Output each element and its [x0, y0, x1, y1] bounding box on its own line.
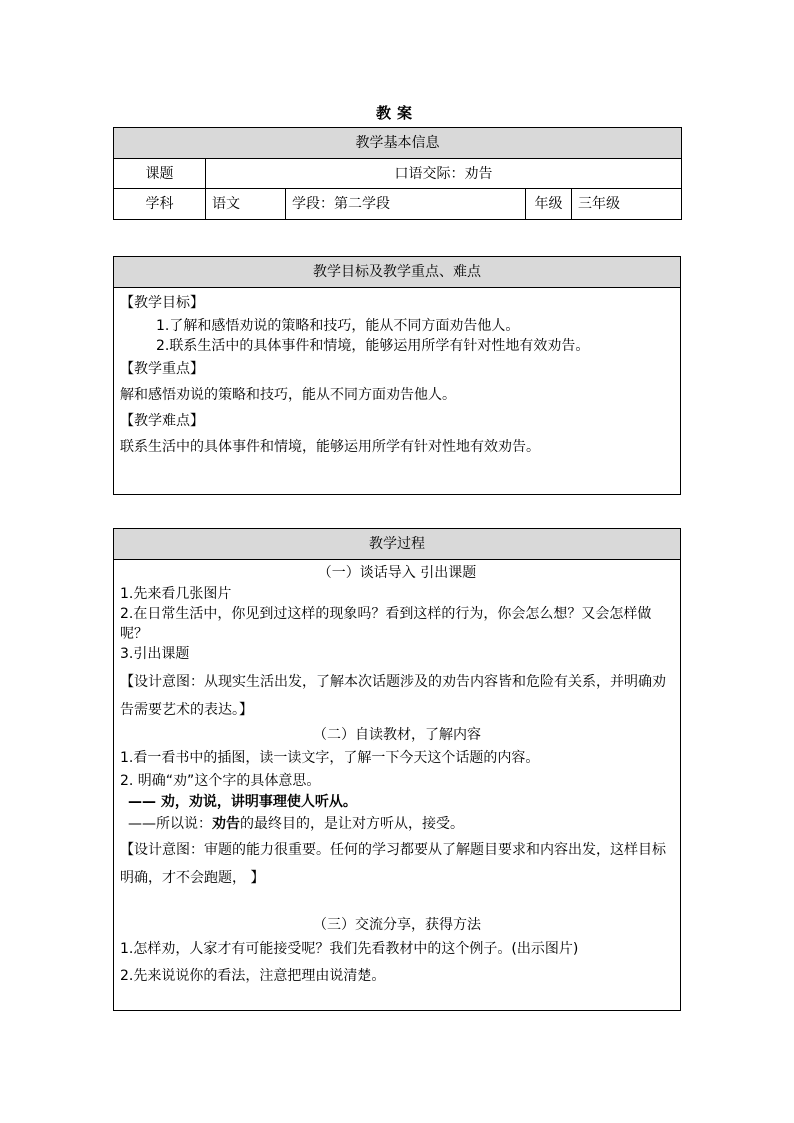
s1-item: 2.在日常生活中，你见到过这样的现象吗？看到这样的行为，你会怎么想？又会怎样做呢？ [120, 606, 652, 642]
objectives-label: 【教学目标】 [120, 295, 204, 311]
grade-value: 三年级 [572, 189, 682, 220]
process-table [113, 528, 681, 1011]
subject-value: 语文 [206, 189, 286, 220]
subject-label: 学科 [114, 189, 206, 220]
s2-conclusion-bold: 劝告 [212, 816, 240, 832]
objective-item: 2.联系生活中的具体事件和情境，能够运用所学有针对性地有效劝告。 [156, 338, 590, 354]
section-2-title: （二）自读教材，了解内容 [313, 727, 481, 743]
s2-conclusion-pre: ——所以说： [128, 816, 212, 832]
s1-item: 3.引出课题 [120, 646, 190, 662]
stage-value: 学段：第二学段 [286, 189, 526, 220]
topic-label: 课题 [114, 159, 206, 189]
basic-info-header: 教学基本信息 [114, 128, 682, 159]
goals-header: 教学目标及教学重点、难点 [114, 257, 681, 288]
section-3-title: （三）交流分享，获得方法 [313, 917, 481, 933]
s1-design-intent: 【设计意图：从现实生活出发，了解本次话题涉及的劝告内容皆和危险有关系，并明确劝告需要艺术的表达。】 [120, 674, 666, 718]
key-label: 【教学重点】 [120, 361, 204, 377]
difficult-label: 【教学难点】 [120, 413, 204, 429]
s2-conclusion-post: 的最终目的，是让对方听从，接受。 [240, 816, 464, 832]
difficult-text: 联系生活中的具体事件和情境，能够运用所学有针对性地有效劝告。 [120, 439, 540, 455]
key-text: 解和感悟劝说的策略和技巧，能从不同方面劝告他人。 [120, 387, 456, 403]
basic-info-table [113, 127, 682, 220]
s1-item: 1.先来看几张图片 [120, 586, 232, 602]
process-header: 教学过程 [114, 529, 681, 560]
s2-conclusion [120, 812, 674, 836]
topic-value: 口语交际：劝告 [206, 159, 682, 189]
s2-item: 1.看一看书中的插图，读一读文字，了解一下今天这个话题的内容。 [120, 750, 540, 766]
s2-definition: —— 劝，劝说，讲明事理使人听从。 [128, 794, 357, 810]
goals-body [114, 288, 681, 495]
document-title: 教案 [375, 104, 418, 122]
s3-item: 2.先来说说你的看法，注意把理由说清楚。 [120, 968, 386, 984]
process-body [114, 560, 681, 1011]
section-1-title: （一）谈话导入 引出课题 [317, 565, 477, 581]
goals-table [113, 256, 681, 495]
s2-item: 2. 明确“劝”这个字的具体意思。 [120, 773, 321, 789]
grade-label: 年级 [526, 189, 572, 220]
s2-design-intent: 【设计意图：审题的能力很重要。任何的学习都要从了解题目要求和内容出发，这样目标明确，才不会跑题， 】 [120, 842, 666, 886]
objective-item: 1.了解和感悟劝说的策略和技巧，能从不同方面劝告他人。 [156, 318, 520, 334]
s3-item: 1.怎样劝，人家才有可能接受呢？我们先看教材中的这个例子。(出示图片) [120, 941, 579, 957]
